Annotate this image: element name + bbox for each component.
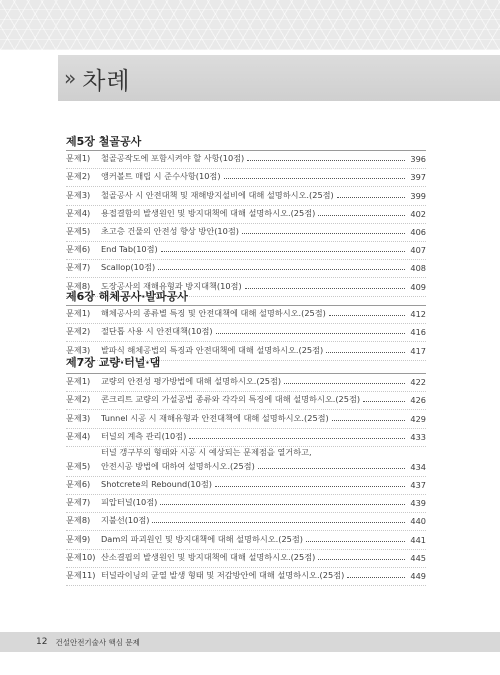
question-number: 문제8) xyxy=(66,515,91,526)
question-number: 문제8) xyxy=(66,280,91,291)
toc-entry[interactable] xyxy=(66,392,426,410)
toc-entry[interactable] xyxy=(66,324,426,342)
chapter-title: 제5장 철골공사 xyxy=(66,135,142,148)
question-text: 터널의 계측 관리(10점) xyxy=(101,430,187,441)
toc-entry[interactable] xyxy=(66,568,426,586)
leader-dots xyxy=(329,315,405,316)
page-number: 434 xyxy=(410,461,426,472)
leader-dots xyxy=(224,178,405,179)
question-number: 문제11) xyxy=(66,569,96,580)
page-title: 차례 xyxy=(82,66,131,95)
question-number: 문제1) xyxy=(66,153,91,164)
question-number: 문제10) xyxy=(66,551,96,562)
question-text: 앵커볼트 매립 시 준수사항(10점) xyxy=(101,171,221,182)
question-number: 문제2) xyxy=(66,326,91,337)
page-number: 440 xyxy=(410,516,426,527)
question-number: 문제6) xyxy=(66,478,91,489)
question-number: 문제3) xyxy=(66,189,91,200)
toc-entry[interactable] xyxy=(66,429,426,447)
toc-title-bar xyxy=(58,55,500,101)
toc-entry[interactable] xyxy=(66,260,426,278)
leader-dots xyxy=(247,160,405,161)
question-text: 철골공작도에 포함시켜야 할 사항(10점) xyxy=(101,153,245,164)
page-number: 406 xyxy=(410,226,426,237)
chapter-entries xyxy=(66,373,426,586)
page-number: 417 xyxy=(410,345,426,356)
question-number: 문제5) xyxy=(66,225,91,236)
chapter-5 xyxy=(66,134,426,292)
question-text: 지불선(10점) xyxy=(101,515,150,526)
leader-dots xyxy=(337,197,405,198)
footer-page-number: 12 xyxy=(36,637,48,647)
chapter-6 xyxy=(66,289,426,356)
question-number: 문제3) xyxy=(66,412,91,423)
page-number: 402 xyxy=(410,208,426,219)
toc-entry[interactable] xyxy=(66,206,426,224)
question-text: End Tab(10점) xyxy=(101,244,158,255)
toc-entry[interactable] xyxy=(66,495,426,513)
leader-dots xyxy=(326,352,405,353)
toc-entry[interactable] xyxy=(66,374,426,392)
leader-dots xyxy=(332,420,405,421)
page-number: 441 xyxy=(410,534,426,545)
page-number: 439 xyxy=(410,498,426,509)
question-text: 절단톱 사용 시 안전대책(10점) xyxy=(101,326,213,337)
question-text: 교량의 안전성 평가방법에 대해 설명하시오.(25점) xyxy=(101,376,282,387)
question-text: 초고층 건물의 안전성 향상 방안(10점) xyxy=(101,225,239,236)
page-number: 396 xyxy=(410,154,426,165)
question-text: Shotcrete의 Rebound(10점) xyxy=(101,478,212,489)
leader-dots xyxy=(258,468,405,469)
leader-dots xyxy=(160,504,405,505)
question-text: 산소결핍의 발생원인 및 방지대책에 대해 설명하시오.(25점) xyxy=(101,551,316,562)
toc-entry[interactable] xyxy=(66,513,426,531)
toc-entry[interactable] xyxy=(66,224,426,242)
chapter-entries xyxy=(66,305,426,361)
question-text-continuation xyxy=(101,461,408,476)
question-text: 콘크리트 교량의 가설공법 종류와 각각의 특징에 대해 설명하시오.(25점) xyxy=(101,394,361,405)
toc-entry[interactable] xyxy=(66,151,426,169)
leader-dots xyxy=(215,486,405,487)
page-number: 408 xyxy=(410,263,426,274)
question-text: Tunnel 시공 시 재해유형과 안전대책에 대해 설명하시오.(25점) xyxy=(101,412,329,423)
question-number: 문제3) xyxy=(66,344,91,355)
chapter-title: 제7장 교량·터널·댐 xyxy=(66,356,161,369)
page-number: 426 xyxy=(410,395,426,406)
question-text: Dam의 파괴원인 및 방지대책에 대해 설명하시오.(25점) xyxy=(101,533,303,544)
toc-entry[interactable] xyxy=(66,242,426,260)
footer-book-title: 건설안전기술사 핵심 문제 xyxy=(55,637,140,647)
chapter-entries xyxy=(66,150,426,297)
leader-dots xyxy=(363,401,405,402)
page-number: 409 xyxy=(410,281,426,292)
leader-dots xyxy=(306,541,405,542)
leader-dots xyxy=(242,233,405,234)
page-number: 416 xyxy=(410,327,426,338)
question-text-line2: 안전시공 방법에 대하여 설명하시오.(25점) xyxy=(101,460,255,471)
question-number: 문제7) xyxy=(66,497,91,508)
question-number: 문제9) xyxy=(66,533,91,544)
header-pattern-band xyxy=(0,0,500,50)
leader-dots xyxy=(189,438,405,439)
toc-entry[interactable] xyxy=(66,531,426,549)
page-number: 397 xyxy=(410,172,426,183)
question-number: 문제4) xyxy=(66,207,91,218)
chapter-7 xyxy=(66,355,426,581)
leader-dots xyxy=(158,269,405,270)
question-number: 문제5) xyxy=(66,460,91,471)
page-number: 399 xyxy=(410,190,426,201)
question-text-block xyxy=(101,447,408,476)
question-text: 철골공사 시 안전대책 및 재해방지설비에 대해 설명하시오.(25점) xyxy=(101,189,334,200)
chapter-title: 제6장 해체공사·발파공사 xyxy=(66,290,188,303)
leader-dots xyxy=(347,577,405,578)
question-text: 피압터널(10점) xyxy=(101,497,158,508)
leader-dots xyxy=(161,251,405,252)
toc-entry[interactable] xyxy=(66,550,426,568)
page-number: 437 xyxy=(410,479,426,490)
toc-entry[interactable] xyxy=(66,477,426,495)
leader-dots xyxy=(284,383,405,384)
toc-entry[interactable] xyxy=(66,410,426,428)
page-number: 412 xyxy=(410,309,426,320)
toc-entry[interactable] xyxy=(66,187,426,205)
page-number: 449 xyxy=(410,570,426,581)
leader-dots xyxy=(152,522,405,523)
question-number: 문제1) xyxy=(66,376,91,387)
page-number: 422 xyxy=(410,377,426,388)
toc-entry[interactable] xyxy=(66,306,426,324)
question-text: 발파식 해체공법의 특징과 안전대책에 대해 설명하시오.(25점) xyxy=(101,344,324,355)
question-text: 해체공사의 종류별 특징 및 안전대책에 대해 설명하시오.(25점) xyxy=(101,308,326,319)
question-number: 문제6) xyxy=(66,244,91,255)
toc-entry[interactable] xyxy=(66,447,426,477)
page-number: 407 xyxy=(410,245,426,256)
question-text: Scallop(10점) xyxy=(101,262,156,273)
question-number: 문제4) xyxy=(66,430,91,441)
question-number: 문제1) xyxy=(66,308,91,319)
page-footer xyxy=(0,632,500,652)
question-number: 문제2) xyxy=(66,394,91,405)
leader-dots xyxy=(318,559,405,560)
page-number: 433 xyxy=(410,431,426,442)
question-text: 터널라이닝의 균열 발생 형태 및 저감방안에 대해 설명하시오.(25점) xyxy=(101,569,345,580)
question-text: 터널 갱구부의 형태와 시공 시 예상되는 문제점을 열거하고, xyxy=(101,446,312,457)
leader-dots xyxy=(318,215,405,216)
toc-entry[interactable] xyxy=(66,169,426,187)
leader-dots xyxy=(216,333,405,334)
page-number: 429 xyxy=(410,413,426,424)
question-number: 문제7) xyxy=(66,262,91,273)
page-number: 445 xyxy=(410,552,426,563)
question-text: 용접결함의 발생원인 및 방지대책에 대해 설명하시오.(25점) xyxy=(101,207,316,218)
question-text: 도장공사의 재해유형과 방지대책(10점) xyxy=(101,280,242,291)
chevron-icon: » xyxy=(64,66,75,90)
question-number: 문제2) xyxy=(66,171,91,182)
